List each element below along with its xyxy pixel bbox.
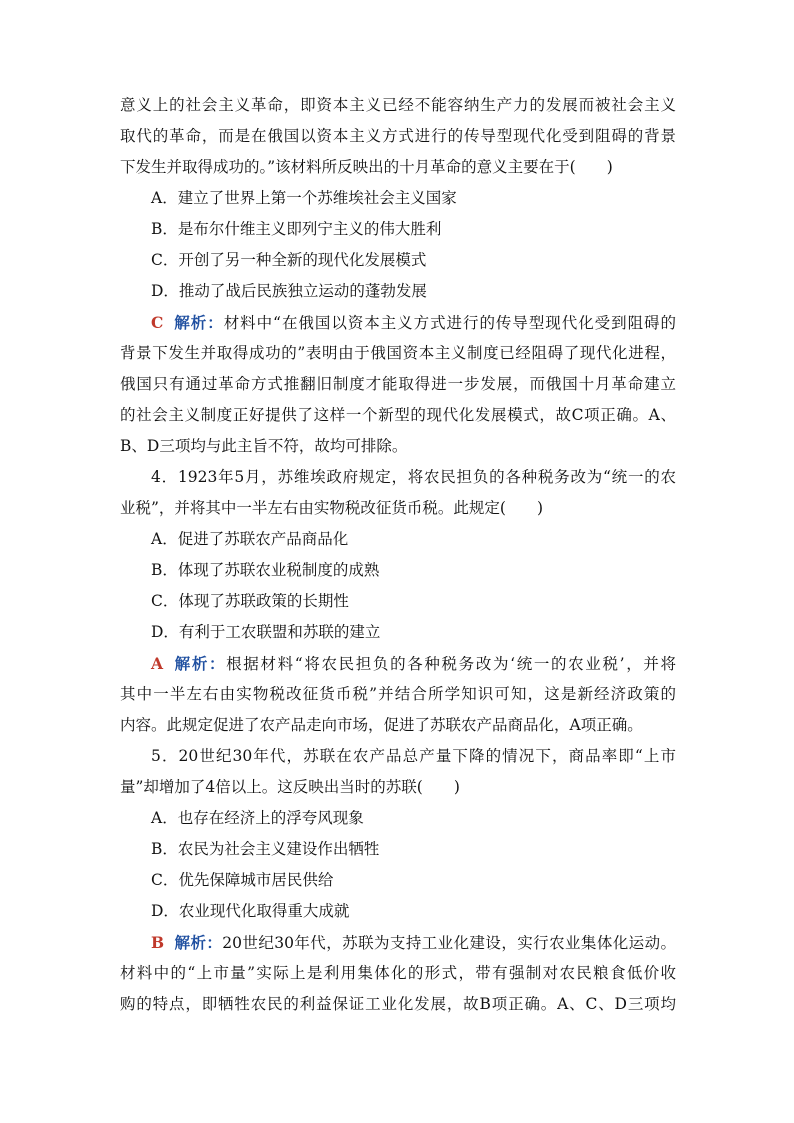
q3-option-d: D．推动了战后民族独立运动的蓬勃发展 bbox=[151, 282, 427, 300]
q4-answer-letter: A bbox=[151, 654, 164, 673]
q4-stem-line-1: 4．1923年5月，苏维埃政府规定，将农民担负的各种税务改为“统一的农 bbox=[151, 468, 676, 486]
q5-analysis-line-3: 购的特点，即牺牲农民的利益保证工业化发展，故B项正确。A、C、D三项均 bbox=[120, 995, 676, 1013]
q4-analysis-line-3: 内容。此规定促进了农产品走向市场，促进了苏联农产品商品化，A项正确。 bbox=[120, 716, 643, 734]
q3-option-a: A．建立了世界上第一个苏维埃社会主义国家 bbox=[151, 189, 457, 207]
q4-analysis-label: 解析： bbox=[173, 654, 227, 673]
q3-analysis-line-5: B、D三项均与此主旨不符，故均可排除。 bbox=[120, 437, 408, 455]
q5-analysis-label: 解析： bbox=[174, 933, 223, 952]
q3-option-c: C．开创了另一种全新的现代化发展模式 bbox=[151, 251, 427, 269]
q5-analysis-line-2: 材料中的“上市量”实际上是利用集体化的形式，带有强制对农民粮食低价收 bbox=[120, 964, 676, 982]
q4-option-c: C．体现了苏联政策的长期性 bbox=[151, 592, 349, 610]
q4-option-b: B．体现了苏联农业税制度的成熟 bbox=[151, 561, 380, 579]
q3-analysis-text-1: 材料中“在俄国以资本主义方式进行的传导型现代化受到阻碍的 bbox=[223, 314, 676, 332]
q5-option-d: D．农业现代化取得重大成就 bbox=[151, 902, 350, 920]
q3-analysis-line-1 bbox=[120, 307, 676, 338]
q4-analysis-text-1: 根据材料“将农民担负的各种税务改为‘统一的农业税’，并将 bbox=[226, 655, 676, 673]
q3-analysis-line-2: 背景下发生并取得成功的”表明由于俄国资本主义制度已经阻碍了现代化进程， bbox=[120, 344, 676, 362]
q5-option-c: C．优先保障城市居民供给 bbox=[151, 871, 334, 889]
q5-analysis-line-1 bbox=[120, 927, 676, 958]
q5-stem-line-2: 量”却增加了4倍以上。这反映出当时的苏联( ) bbox=[120, 778, 460, 796]
q3-option-b: B．是布尔什维主义即列宁主义的伟大胜利 bbox=[151, 220, 442, 238]
q4-analysis-line-1 bbox=[120, 648, 676, 679]
q3-stem-line-1: 意义上的社会主义革命，即资本主义已经不能容纳生产力的发展而被社会主义 bbox=[120, 96, 676, 114]
document-page bbox=[120, 90, 676, 1020]
q5-option-a: A．也存在经济上的浮夸风现象 bbox=[151, 809, 364, 827]
q5-answer-letter: B bbox=[151, 933, 165, 952]
q3-analysis-line-4: 的社会主义制度正好提供了这样一个新型的现代化发展模式，故C项正确。A、 bbox=[120, 406, 676, 424]
q4-stem-line-2: 业税”，并将其中一半左右由实物税改征货币税。此规定( ) bbox=[120, 499, 544, 517]
q3-stem-line-2: 取代的革命，而是在俄国以资本主义方式进行的传导型现代化受到阻碍的背景 bbox=[120, 127, 676, 145]
q4-option-d: D．有利于工农联盟和苏联的建立 bbox=[151, 623, 381, 641]
q5-option-b: B．农民为社会主义建设作出牺牲 bbox=[151, 840, 380, 858]
q5-analysis-text-1: 20世纪30年代，苏联为支持工业化建设，实行农业集体化运动。 bbox=[222, 934, 676, 952]
q4-analysis-line-2: 其中一半左右由实物税改征货币税”并结合所学知识可知，这是新经济政策的 bbox=[120, 685, 676, 703]
q3-answer-letter: C bbox=[151, 313, 164, 332]
q3-analysis-label: 解析： bbox=[173, 313, 224, 332]
q3-stem-line-3: 下发生并取得成功的。”该材料所反映出的十月革命的意义主要在于( ) bbox=[120, 158, 613, 176]
q4-option-a: A．促进了苏联农产品商品化 bbox=[151, 530, 349, 548]
q5-stem-line-1: 5．20世纪30年代，苏联在农产品总产量下降的情况下，商品率即“上市 bbox=[151, 747, 676, 765]
q3-analysis-line-3: 俄国只有通过革命方式推翻旧制度才能取得进一步发展，而俄国十月革命建立 bbox=[120, 375, 676, 393]
